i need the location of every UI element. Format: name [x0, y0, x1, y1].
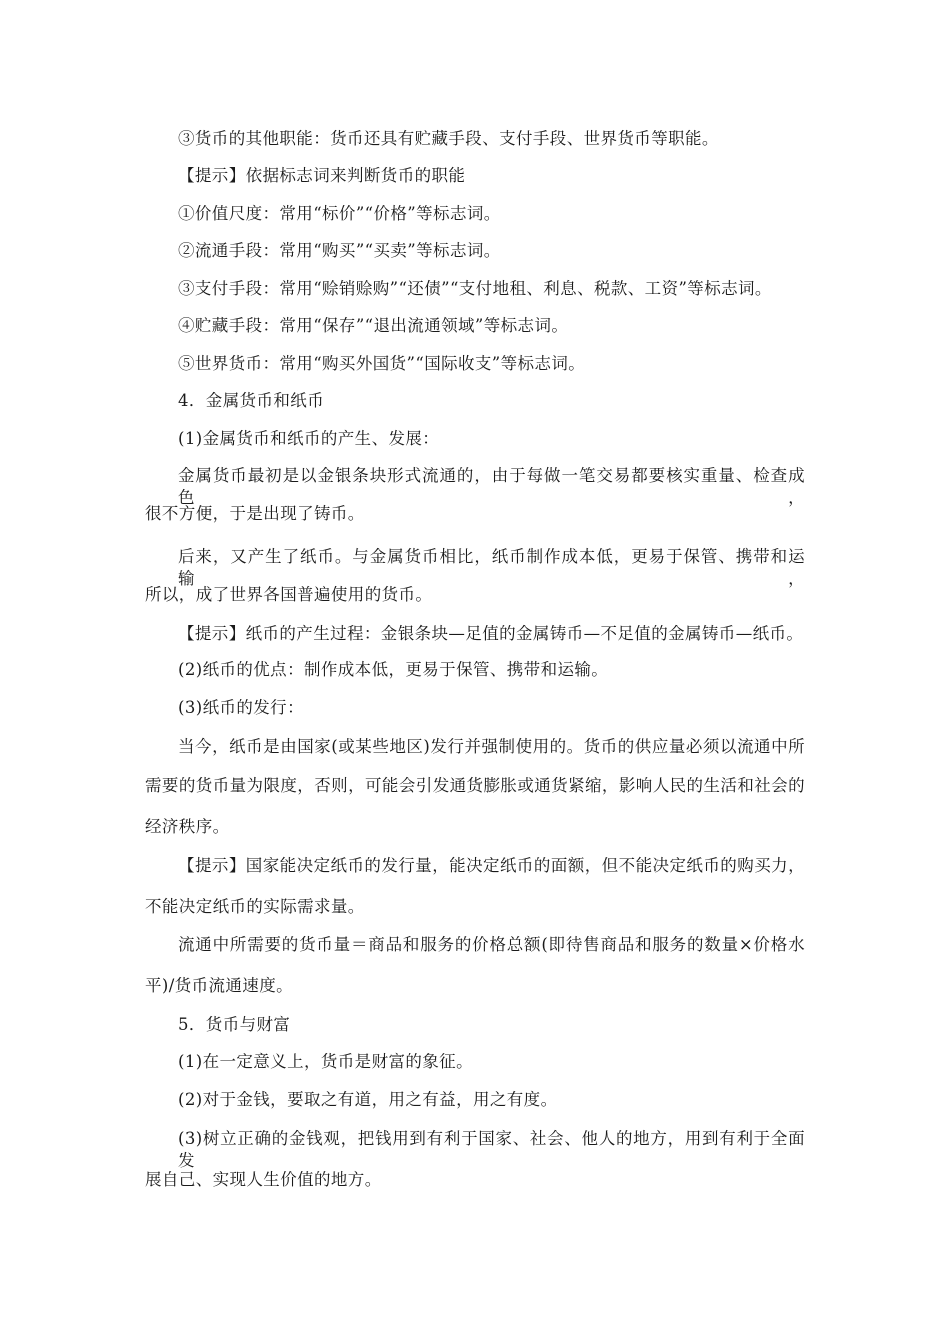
paragraph-line: 后来，又产生了纸币。与金属货币相比，纸币制作成本低，更易于保管、携带和运输，	[178, 547, 805, 588]
subheading: (3)纸币的发行：	[178, 698, 304, 717]
paragraph-line: 当今，纸币是由国家(或某些地区)发行并强制使用的。货币的供应量必须以流通中所	[178, 737, 805, 756]
formula-line: 平)/货币流通速度。	[145, 976, 293, 995]
subheading: (2)纸币的优点：制作成本低，更易于保管、携带和运输。	[178, 660, 609, 679]
section-heading: 4．金属货币和纸币	[178, 391, 325, 410]
text-line: ③支付手段：常用“赊销赊购”“还债”“支付地租、利息、税款、工资”等标志词。	[178, 279, 772, 298]
text-line: ⑤世界货币：常用“购买外国货”“国际收支”等标志词。	[178, 354, 586, 373]
text-line: ①价值尺度：常用“标价”“价格”等标志词。	[178, 204, 501, 223]
list-item: (3)树立正确的金钱观，把钱用到有利于国家、社会、他人的地方，用到有利于全面发	[178, 1129, 805, 1170]
paragraph-line: 金属货币最初是以金银条块形式流通的，由于每做一笔交易都要核实重量、检查成色，	[178, 466, 805, 507]
text-line: ②流通手段：常用“购买”“买卖”等标志词。	[178, 241, 501, 260]
paragraph-line: 很不方便，于是出现了铸币。	[145, 504, 365, 523]
text-line: ④贮藏手段：常用“保存”“退出流通领域”等标志词。	[178, 316, 569, 335]
section-heading: 5．货币与财富	[178, 1015, 291, 1034]
hint-line: 【提示】国家能决定纸币的发行量，能决定纸币的面额，但不能决定纸币的购买力，	[178, 856, 805, 875]
text-line: ③货币的其他职能：货币还具有贮藏手段、支付手段、世界货币等职能。	[178, 129, 719, 148]
list-item: (2)对于金钱，要取之有道，用之有益，用之有度。	[178, 1090, 558, 1109]
list-item: (1)在一定意义上，货币是财富的象征。	[178, 1052, 473, 1071]
hint-line: 【提示】依据标志词来判断货币的职能	[178, 166, 466, 185]
hint-line: 不能决定纸币的实际需求量。	[145, 897, 365, 916]
paragraph-line: 经济秩序。	[145, 817, 230, 836]
paragraph-line: 需要的货币量为限度，否则，可能会引发通货膨胀或通货紧缩，影响人民的生活和社会的	[145, 776, 805, 795]
subheading: (1)金属货币和纸币的产生、发展：	[178, 429, 440, 448]
formula-line: 流通中所需要的货币量＝商品和服务的价格总额(即待售商品和服务的数量×价格水	[178, 935, 805, 954]
paragraph-line: 所以，成了世界各国普遍使用的货币。	[145, 585, 433, 604]
hint-line: 【提示】纸币的产生过程：金银条块—足值的金属铸币—不足值的金属铸币—纸币。	[178, 624, 804, 643]
list-item: 展自己、实现人生价值的地方。	[145, 1170, 382, 1189]
